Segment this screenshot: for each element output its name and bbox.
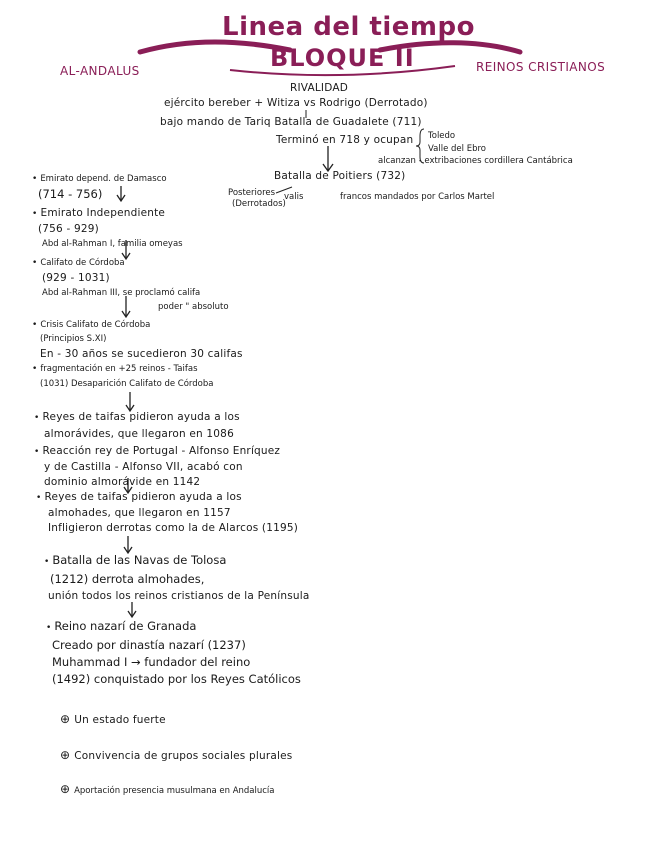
entry-line: almohades, que llegaron en 1157	[48, 507, 231, 519]
entry-line: En - 30 años se sucedieron 30 califas	[40, 348, 243, 360]
entry-line: Infligieron derrotas como la de Alarcos (1195)	[48, 522, 299, 534]
entry-line: • Reino nazarí de Granada	[46, 618, 301, 637]
posteriores-label: Posteriores	[228, 188, 276, 198]
timeline-entry	[32, 362, 213, 392]
timeline-entry	[44, 552, 310, 605]
brace-item-ebro: Valle del Ebro	[428, 144, 486, 154]
left-label: AL-ANDALUS	[60, 64, 140, 78]
valis-label: valis	[284, 192, 304, 202]
conclusion-text: Convivencia de grupos sociales plurales	[74, 750, 293, 762]
arrow-poitiers	[323, 146, 333, 171]
entry-line: Abd al-Rahman III, se proclamó califa	[42, 288, 201, 298]
entry-line: (929 - 1031)	[42, 272, 110, 284]
entry-line: • Reacción rey de Portugal - Alfonso Enríquez	[34, 444, 280, 460]
entry-line: • fragmentación en +25 reinos - Taifas	[32, 362, 213, 377]
entry-line: almorávides, que llegaron en 1086	[44, 428, 234, 440]
entry-line: dominio almorávide en 1142	[44, 476, 201, 488]
rivalidad-label: RIVALIDAD	[290, 82, 349, 94]
top-line-3: Terminó en 718 y ocupan	[276, 134, 414, 146]
entry-line: Muhammad I → fundador del reino	[52, 655, 251, 669]
derrotados-label: (Derrotados)	[232, 199, 286, 209]
timeline-entry	[34, 410, 240, 443]
timeline-entry	[36, 490, 298, 536]
entry-line: (756 - 929)	[38, 223, 99, 235]
entry-line: (1031) Desaparición Califato de Córdoba	[40, 379, 214, 389]
page-title: Linea del tiempo	[222, 12, 475, 42]
conclusion-text: Aportación presencia musulmana en Andalucía	[74, 786, 275, 796]
entry-line: unión todos los reinos cristianos de la Península	[48, 590, 310, 602]
conclusion-item	[60, 782, 275, 796]
entry-line: (714 - 756)	[38, 187, 103, 201]
timeline-entry	[32, 318, 243, 363]
plus-circle-icon: ⊕	[60, 782, 71, 796]
top-line-2: bajo mando de Tariq Batalla de Guadalete (711)	[160, 116, 422, 128]
entry-line: y de Castilla - Alfonso VII, acabó con	[44, 461, 243, 473]
timeline-entry	[32, 206, 183, 252]
top-line-1: ejército bereber + Witiza vs Rodrigo (Derrotado)	[164, 97, 428, 109]
entry-line: • Reyes de taifas pidieron ayuda a los	[34, 410, 240, 426]
arrow-6	[124, 536, 132, 553]
timeline-entry	[34, 444, 280, 490]
entry-line: • Reyes de taifas pidieron ayuda a los	[36, 490, 298, 506]
poitiers-label: Batalla de Poitiers (732)	[274, 170, 406, 182]
conclusion-item	[60, 712, 166, 726]
right-label: REINOS CRISTIANOS	[476, 60, 606, 74]
conclusion-item	[60, 748, 292, 762]
conclusion-text: Un estado fuerte	[74, 714, 166, 726]
timeline-entry	[32, 172, 167, 202]
brace-item-toledo: Toledo	[428, 131, 456, 141]
entry-line: Abd al-Rahman I, familia omeyas	[42, 239, 183, 249]
entry-line: (1492) conquistado por los Reyes Católicos	[52, 672, 301, 686]
arrow-4	[126, 392, 134, 411]
entry-line: • Crisis Califato de Córdoba	[32, 318, 243, 333]
entry-line: Creado por dinastía nazarí (1237)	[52, 638, 246, 652]
francos-label: francos mandados por Carlos Martel	[340, 192, 495, 202]
top-line-4: alcanzan - extribaciones cordillera Cantábrica	[378, 156, 573, 166]
entry-line: • Emirato depend. de Damasco	[32, 172, 167, 187]
entry-line: • Califato de Córdoba	[32, 256, 229, 271]
entry-line: • Emirato Independiente	[32, 206, 183, 222]
timeline-entry	[32, 256, 229, 313]
entry-line: • Batalla de las Navas de Tolosa	[44, 552, 310, 571]
entry-line: (Principios S.XI)	[40, 334, 107, 344]
timeline-entry	[46, 618, 301, 688]
plus-circle-icon: ⊕	[60, 748, 71, 762]
page-subtitle: BLOQUE II	[270, 44, 415, 72]
entry-line: (1212) derrota almohades,	[50, 572, 205, 586]
entry-line: poder " absoluto	[158, 302, 229, 312]
plus-circle-icon: ⊕	[60, 712, 71, 726]
